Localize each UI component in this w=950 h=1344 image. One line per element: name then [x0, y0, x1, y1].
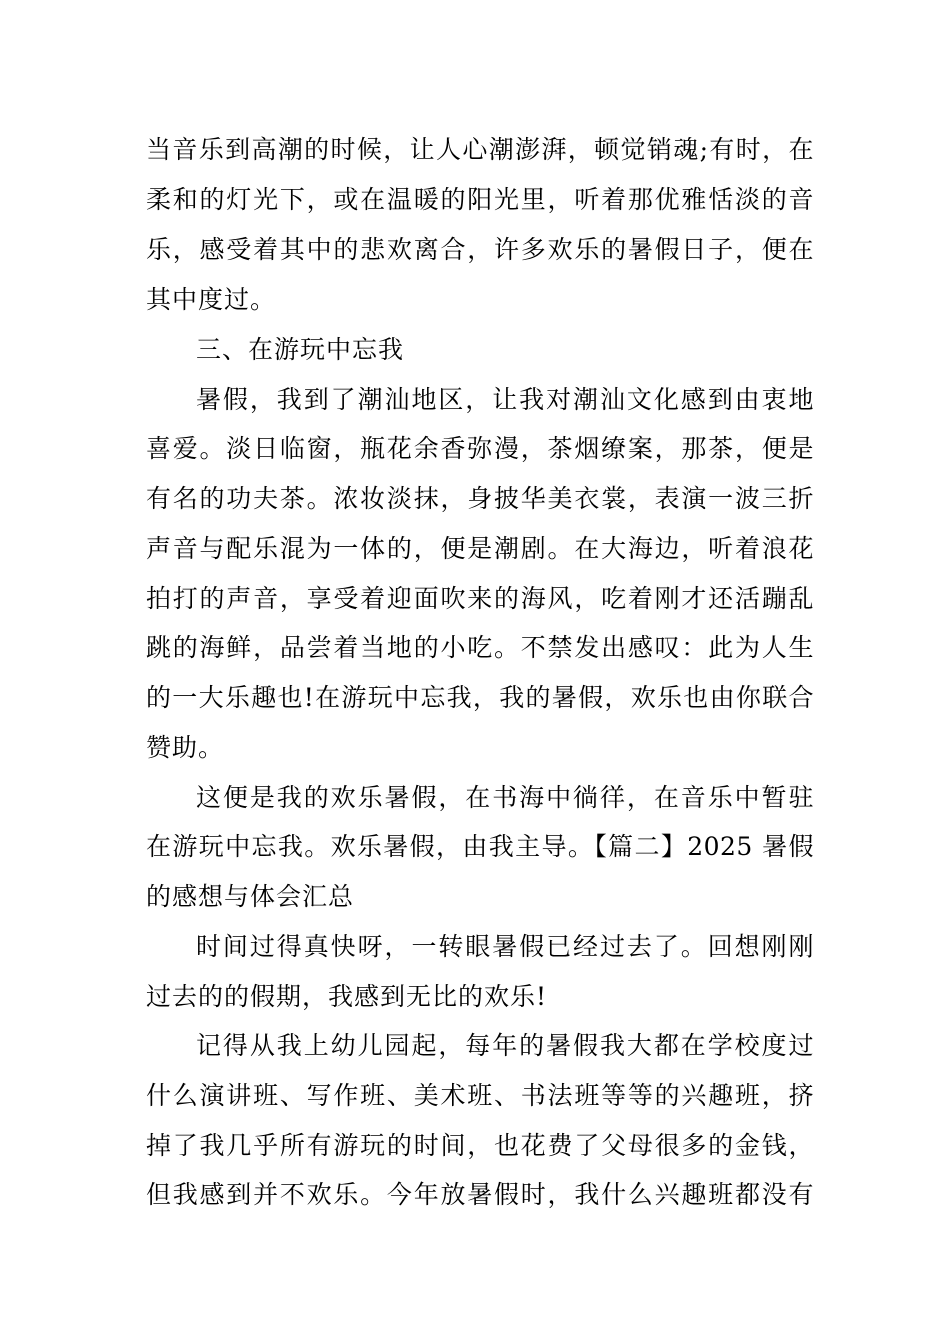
- text-line: 的一大乐趣也!在游玩中忘我，我的暑假，欢乐也由你联合: [146, 683, 814, 712]
- text-line: 记得从我上幼儿园起，每年的暑假我大都在学校度过: [196, 1031, 814, 1060]
- text-line: 时间过得真快呀，一转眼暑假已经过去了。回想刚刚: [196, 932, 814, 961]
- text-line: 其中度过。: [146, 285, 277, 314]
- text-line: 有名的功夫茶。浓妆淡抹，身披华美衣裳，表演一波三折: [146, 484, 814, 513]
- text-line: 这便是我的欢乐暑假，在书海中徜徉，在音乐中暂驻: [196, 783, 814, 812]
- text-line: 但我感到并不欢乐。今年放暑假时，我什么兴趣班都没有: [146, 1180, 814, 1209]
- text-line: 乐，感受着其中的悲欢离合，许多欢乐的暑假日子，便在: [146, 235, 814, 264]
- text-line: 什么演讲班、写作班、美术班、书法班等等的兴趣班，挤: [146, 1081, 814, 1110]
- text-line: 声音与配乐混为一体的，便是潮剧。在大海边，听着浪花: [146, 534, 814, 563]
- section-heading: 三、在游玩中忘我: [196, 335, 405, 364]
- text-line: 跳的海鲜，品尝着当地的小吃。不禁发出感叹：此为人生: [146, 633, 814, 662]
- text-line: 掉了我几乎所有游玩的时间，也花费了父母很多的金钱，: [146, 1131, 814, 1160]
- text-line: 拍打的声音，享受着迎面吹来的海风，吃着刚才还活蹦乱: [146, 584, 814, 613]
- text-line: 过去的的假期，我感到无比的欢乐!: [146, 982, 548, 1011]
- text-line: 柔和的灯光下，或在温暖的阳光里，听着那优雅恬淡的音: [146, 185, 814, 214]
- text-line: 暑假，我到了潮汕地区，让我对潮汕文化感到由衷地: [196, 385, 814, 414]
- text-line: 当音乐到高潮的时候，让人心潮澎湃，顿觉销魂;有时，在: [146, 135, 814, 164]
- text-line: 的感想与体会汇总: [146, 882, 355, 911]
- text-line: 赞助。: [146, 733, 225, 762]
- text-line: 喜爱。淡日临窗，瓶花余香弥漫，茶烟缭案，那茶，便是: [146, 434, 814, 463]
- text-line: 在游玩中忘我。欢乐暑假，由我主导。【篇二】2025 暑假: [146, 832, 814, 861]
